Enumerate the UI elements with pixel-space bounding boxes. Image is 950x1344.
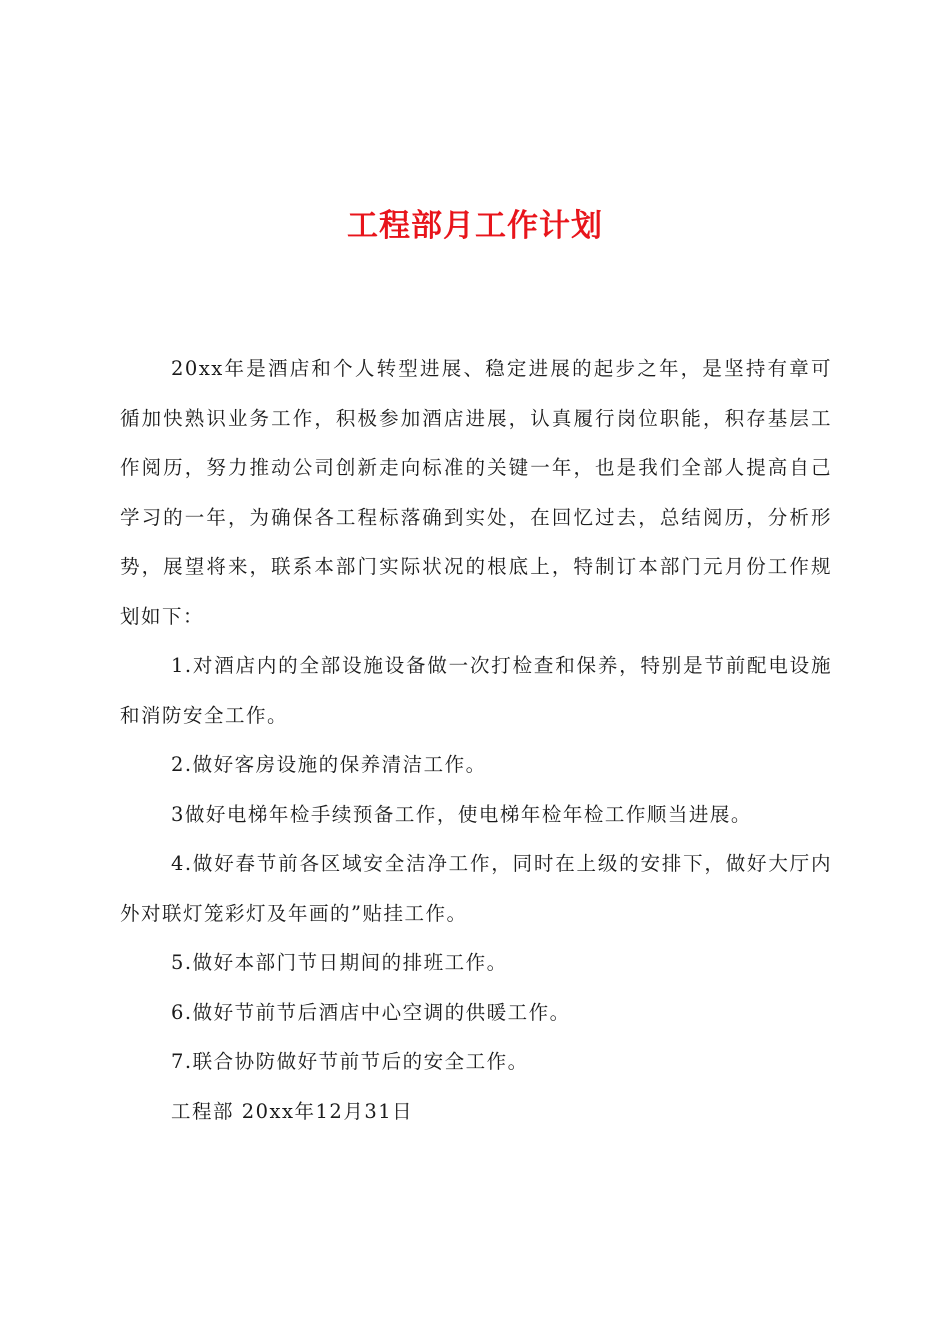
- intro-paragraph: 20xx年是酒店和个人转型进展、稳定进展的起步之年，是坚持有章可循加快熟识业务工作，积极参加酒店进展，认真履行岗位职能，积存基层工作阅历，努力推动公司创新走向标准的关键一年，也是我们全部人提高自己学习的一年，为确保各工程标落确到实处，在回忆过去，总结阅历，分析形势，展望将来，联系本部门实际状况的根底上，特制订本部门元月份工作规划如下：: [120, 357, 832, 628]
- document-title: 工程部月工作计划: [347, 208, 603, 244]
- plan-item-4: 4.做好春节前各区域安全洁净工作，同时在上级的安排下，做好大厅内外对联灯笼彩灯及年画的”贴挂工作。: [120, 852, 832, 925]
- signature-line: 工程部 20xx年12月31日: [171, 1099, 414, 1123]
- document-body: [120, 344, 832, 1136]
- plan-item-1: 1.对酒店内的全部设施设备做一次打检查和保养，特别是节前配电设施和消防安全工作。: [120, 654, 832, 727]
- plan-item-7: 7.联合协防做好节前节后的安全工作。: [171, 1050, 529, 1073]
- plan-item-5: 5.做好本部门节日期间的排班工作。: [171, 951, 508, 974]
- plan-item-3: 3做好电梯年检手续预备工作，使电梯年检年检工作顺当进展。: [171, 802, 752, 826]
- plan-item-2: 2.做好客房设施的保养清洁工作。: [171, 753, 487, 776]
- plan-item-6: 6.做好节前节后酒店中心空调的供暖工作。: [171, 1000, 571, 1024]
